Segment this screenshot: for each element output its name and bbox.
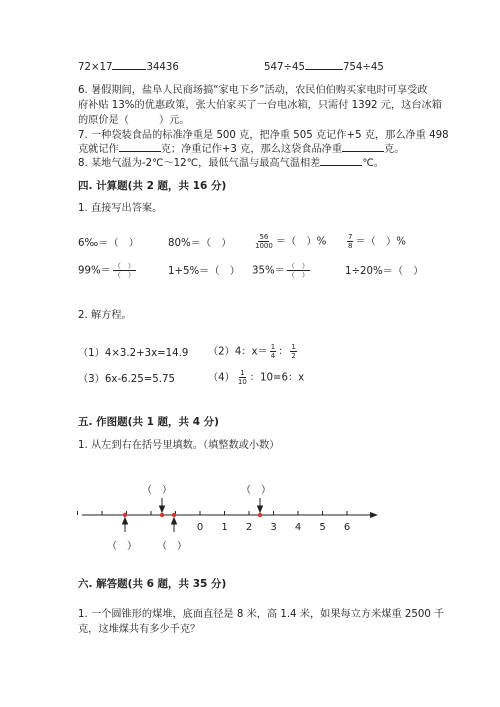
fraction bbox=[287, 262, 310, 279]
fraction bbox=[347, 233, 353, 250]
equation-2-prefix: （2）4：x＝ bbox=[208, 346, 268, 358]
fraction-numerator[interactable]: （ ） bbox=[287, 262, 309, 270]
section5-q1: 1. 从左到右在括号里填数。（填整数或小数） bbox=[78, 440, 280, 451]
calc-r1-b: 80%＝（ ） bbox=[168, 238, 232, 249]
calc-r2-a-prefix: 99%＝ bbox=[78, 265, 111, 277]
tick-label: 3 bbox=[270, 522, 277, 533]
fraction-denominator[interactable]: （ ） bbox=[287, 271, 309, 279]
down-arrow-head-icon bbox=[258, 506, 263, 512]
fraction-denominator: 2 bbox=[291, 352, 296, 360]
section4-title: 四. 计算题(共 2 题，共 16 分) bbox=[78, 180, 227, 192]
q7-line2 bbox=[78, 143, 404, 157]
compare-row-right bbox=[264, 61, 384, 75]
ratio-colon: ： bbox=[278, 346, 289, 358]
equation-2 bbox=[208, 343, 299, 360]
fraction-numerator: 1 bbox=[291, 343, 296, 351]
section6-q1-line1: 1. 一个圆锥形的煤堆，底面直径是 8 米，高 1.4 米，如果每立方米煤重 2500 千 bbox=[78, 609, 445, 620]
calc-r2-d: 1÷20%＝（ ） bbox=[345, 266, 424, 277]
equation-4 bbox=[208, 369, 304, 386]
fraction-denominator[interactable]: （ ） bbox=[113, 271, 135, 279]
tick-label: 6 bbox=[343, 522, 351, 533]
q6-line3-prefix: 的原价是（ bbox=[78, 115, 129, 126]
compare-row-left bbox=[78, 61, 179, 75]
calc-r1-a: 6‰＝（ ） bbox=[78, 238, 139, 249]
q7-mid: 克；净重记作+3 克，那么这袋食品净重 bbox=[160, 144, 343, 155]
tick-label: 1 bbox=[221, 522, 228, 533]
section4-q1: 1. 直接写出答案。 bbox=[78, 203, 163, 214]
fraction-numerator: 56 bbox=[259, 233, 269, 241]
q8-suffix: ℃。 bbox=[362, 158, 384, 169]
fraction-denominator: 1000 bbox=[255, 242, 273, 250]
calc-r2-c bbox=[252, 262, 312, 279]
answer-bracket[interactable]: （ ） bbox=[157, 541, 187, 552]
tick-label: 5 bbox=[319, 522, 326, 533]
compare-right-rhs: 754÷45 bbox=[342, 62, 384, 73]
section6-title: 六. 解答题(共 6 题，共 35 分) bbox=[78, 578, 227, 590]
tick-label: 2 bbox=[245, 522, 253, 533]
fraction-denominator: 4 bbox=[270, 352, 276, 360]
equation-3: （3）6x-6.25=5.75 bbox=[78, 374, 175, 385]
fraction-numerator: 1 bbox=[240, 369, 245, 377]
q6-line3 bbox=[78, 114, 190, 128]
answer-blank[interactable] bbox=[112, 69, 146, 70]
fraction-numerator[interactable]: （ ） bbox=[113, 262, 135, 270]
q6-line1: 6. 暑假期间，盐阜人民商场搞“家电下乡”活动，农民伯伯购买家电时可享受政 bbox=[78, 85, 428, 96]
up-arrow-head-icon bbox=[123, 518, 128, 524]
compare-left-expr: 72×17 bbox=[78, 62, 113, 73]
calc-r2-a bbox=[78, 262, 138, 279]
answer-brackets bbox=[107, 484, 271, 552]
answer-blank[interactable] bbox=[305, 69, 343, 70]
tick-label: 4 bbox=[294, 522, 302, 533]
axis-arrowhead-icon bbox=[370, 512, 378, 518]
down-arrow-head-icon bbox=[160, 506, 165, 512]
up-arrow-head-icon bbox=[172, 518, 177, 524]
tick-label: 0 bbox=[196, 522, 204, 533]
q7-line1: 7. 一种袋装食品的标准净重是 500 克，把净重 505 克记作+5 克，那么净重 498 bbox=[78, 130, 449, 141]
fraction bbox=[237, 369, 248, 386]
compare-left-rhs: 34436 bbox=[146, 62, 179, 73]
point-marker bbox=[123, 513, 127, 517]
point-marker bbox=[258, 513, 262, 517]
fraction-numerator: 7 bbox=[348, 233, 353, 241]
equation-4-suffix: ：10=6：x bbox=[249, 372, 305, 384]
fraction bbox=[254, 233, 274, 250]
q7-prefix: 克就记作 bbox=[78, 144, 119, 155]
point-marker bbox=[172, 513, 176, 517]
q8-line bbox=[78, 157, 384, 171]
fraction bbox=[113, 262, 136, 279]
calc-r1-c bbox=[252, 233, 326, 250]
calc-r2-b: 1+5%＝（ ） bbox=[168, 266, 240, 277]
answer-blank[interactable] bbox=[320, 165, 362, 166]
calc-r1-c-tail: ＝（ ）% bbox=[275, 236, 327, 248]
section5-title: 五. 作图题(共 1 题，共 4 分) bbox=[78, 416, 219, 428]
number-line-figure bbox=[0, 475, 500, 555]
number-line-tick-labels bbox=[197, 522, 350, 533]
fraction-denominator: 8 bbox=[348, 242, 353, 250]
answer-bracket[interactable]: （ ） bbox=[241, 485, 271, 496]
section4-q2: 2. 解方程。 bbox=[78, 310, 132, 321]
fraction-numerator: 1 bbox=[270, 343, 276, 351]
equation-4-prefix: （4） bbox=[208, 372, 235, 384]
answer-bracket[interactable]: （ ） bbox=[142, 485, 172, 496]
equation-1: （1）4×3.2+3x=14.9 bbox=[78, 348, 189, 359]
fraction-denominator: 10 bbox=[237, 378, 247, 386]
q6-line3-suffix: ）元。 bbox=[158, 115, 190, 126]
q7-suffix: 克。 bbox=[384, 144, 405, 155]
calc-r2-c-prefix: 35%＝ bbox=[252, 265, 285, 277]
q6-line2: 府补贴 13%的优惠政策，张大伯家买了一台电冰箱，只需付 1392 元，这台冰箱 bbox=[78, 100, 442, 111]
calc-r1-d bbox=[345, 233, 406, 250]
point-marker bbox=[160, 513, 164, 517]
calc-r1-d-tail: ＝（ ）% bbox=[355, 236, 406, 248]
answer-bracket[interactable]: （ ） bbox=[107, 541, 137, 552]
answer-blank[interactable] bbox=[119, 151, 161, 152]
fraction bbox=[290, 343, 296, 360]
q8-prefix: 8. 某地气温为-2℃～12℃，最低气温与最高气温相差 bbox=[78, 158, 321, 169]
number-line-ticks bbox=[78, 511, 348, 515]
answer-blank[interactable] bbox=[342, 151, 384, 152]
section6-q1-line2: 克，这堆煤共有多少千克？ bbox=[78, 624, 201, 635]
compare-right-expr: 547÷45 bbox=[264, 62, 305, 73]
fraction bbox=[270, 343, 276, 360]
